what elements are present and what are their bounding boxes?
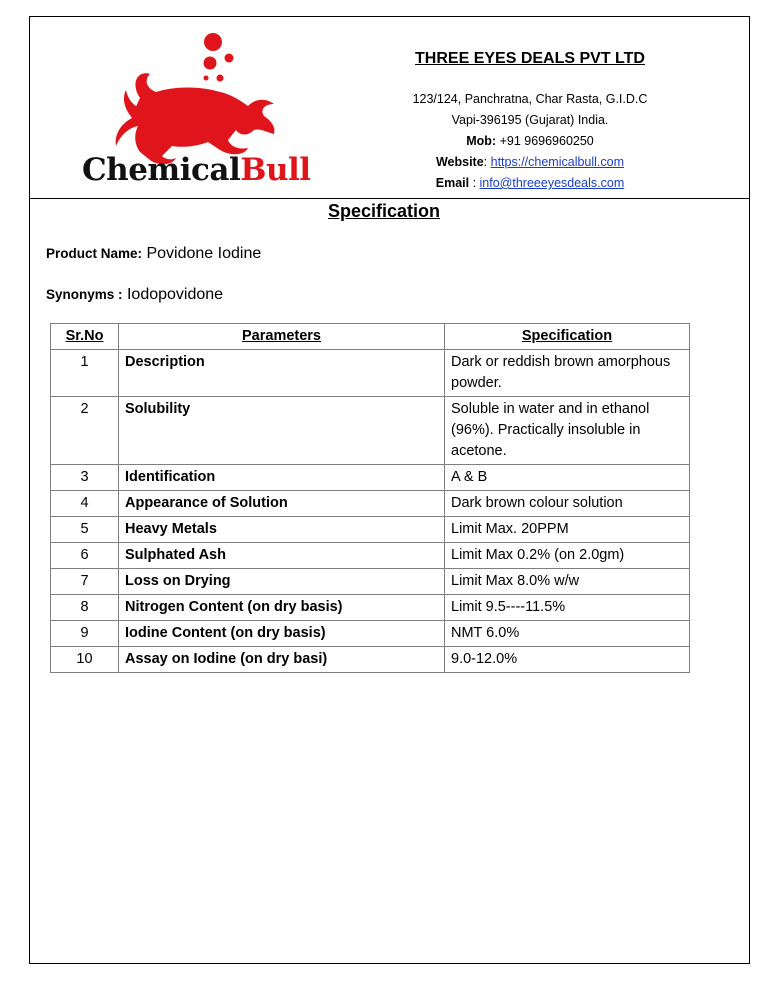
cell-sr-no: 10 xyxy=(51,647,119,673)
table-row xyxy=(51,397,690,465)
email-line xyxy=(330,176,730,190)
table-header-row xyxy=(51,324,690,350)
table-row xyxy=(51,517,690,543)
synonyms-field xyxy=(46,286,223,304)
website-label: Website xyxy=(435,155,484,169)
cell-specification: Limit 9.5----11.5% xyxy=(445,595,690,621)
cell-parameter: Appearance of Solution xyxy=(119,491,445,517)
logo-wordmark xyxy=(82,152,311,188)
table-row xyxy=(51,647,690,673)
cell-parameter: Nitrogen Content (on dry basis) xyxy=(119,595,445,621)
cell-parameter: Iodine Content (on dry basis) xyxy=(119,621,445,647)
address-line-1: 123/124, Panchratna, Char Rasta, G.I.D.C xyxy=(412,92,648,106)
cell-sr-no: 7 xyxy=(51,569,119,595)
mobile-line xyxy=(330,134,730,148)
address-line-2: Vapi-396195 (Gujarat) India. xyxy=(451,113,609,127)
product-name-field xyxy=(46,245,261,263)
header-divider xyxy=(29,198,750,199)
synonyms-label: Synonyms : xyxy=(46,287,123,302)
cell-parameter: Solubility xyxy=(119,397,445,465)
cell-specification: Dark brown colour solution xyxy=(445,491,690,517)
cell-parameter: Identification xyxy=(119,465,445,491)
cell-sr-no: 6 xyxy=(51,543,119,569)
cell-parameter: Heavy Metals xyxy=(119,517,445,543)
cell-sr-no: 2 xyxy=(51,397,119,465)
cell-specification: 9.0-12.0% xyxy=(445,647,690,673)
cell-parameter: Sulphated Ash xyxy=(119,543,445,569)
table-row xyxy=(51,465,690,491)
table-row xyxy=(51,543,690,569)
website-link[interactable]: https://chemicalbull.com xyxy=(490,155,625,169)
cell-sr-no: 5 xyxy=(51,517,119,543)
cell-parameter: Loss on Drying xyxy=(119,569,445,595)
table-row xyxy=(51,350,690,397)
header-specification: Specification xyxy=(445,324,690,350)
company-name: THREE EYES DEALS PVT LTD xyxy=(415,50,645,67)
specification-table xyxy=(50,323,690,673)
cell-sr-no: 8 xyxy=(51,595,119,621)
cell-parameter: Description xyxy=(119,350,445,397)
header-sr-no: Sr.No xyxy=(51,324,119,350)
product-name-label: Product Name: xyxy=(46,246,143,261)
header-parameters: Parameters xyxy=(119,324,445,350)
logo-word-chemical: Chemical xyxy=(82,152,241,188)
product-name-value: Povidone Iodine xyxy=(142,245,262,262)
cell-specification: Dark or reddish brown amorphous powder. xyxy=(445,350,690,397)
mobile-label: Mob: xyxy=(466,134,497,148)
table-row xyxy=(51,621,690,647)
email-label: Email xyxy=(435,176,470,190)
cell-sr-no: 4 xyxy=(51,491,119,517)
synonyms-value: Iodopovidone xyxy=(122,286,224,303)
cell-specification: Soluble in water and in ethanol (96%). Practically insoluble in acetone. xyxy=(445,397,690,465)
cell-specification: NMT 6.0% xyxy=(445,621,690,647)
website-line xyxy=(330,155,730,169)
email-link[interactable]: info@threeeyesdeals.com xyxy=(479,176,625,190)
website-sep: : xyxy=(483,155,491,169)
cell-specification: Limit Max 8.0% w/w xyxy=(445,569,690,595)
email-sep: : xyxy=(469,176,480,190)
table-row xyxy=(51,491,690,517)
cell-sr-no: 3 xyxy=(51,465,119,491)
table-row xyxy=(51,569,690,595)
cell-sr-no: 9 xyxy=(51,621,119,647)
mobile-value: +91 9696960250 xyxy=(496,134,594,148)
logo-word-bull: Bull xyxy=(240,152,311,188)
cell-specification: A & B xyxy=(445,465,690,491)
table-row xyxy=(51,595,690,621)
cell-specification: Limit Max 0.2% (on 2.0gm) xyxy=(445,543,690,569)
page-title: Specification xyxy=(327,201,441,221)
cell-parameter: Assay on Iodine (on dry basi) xyxy=(119,647,445,673)
cell-sr-no: 1 xyxy=(51,350,119,397)
cell-specification: Limit Max. 20PPM xyxy=(445,517,690,543)
